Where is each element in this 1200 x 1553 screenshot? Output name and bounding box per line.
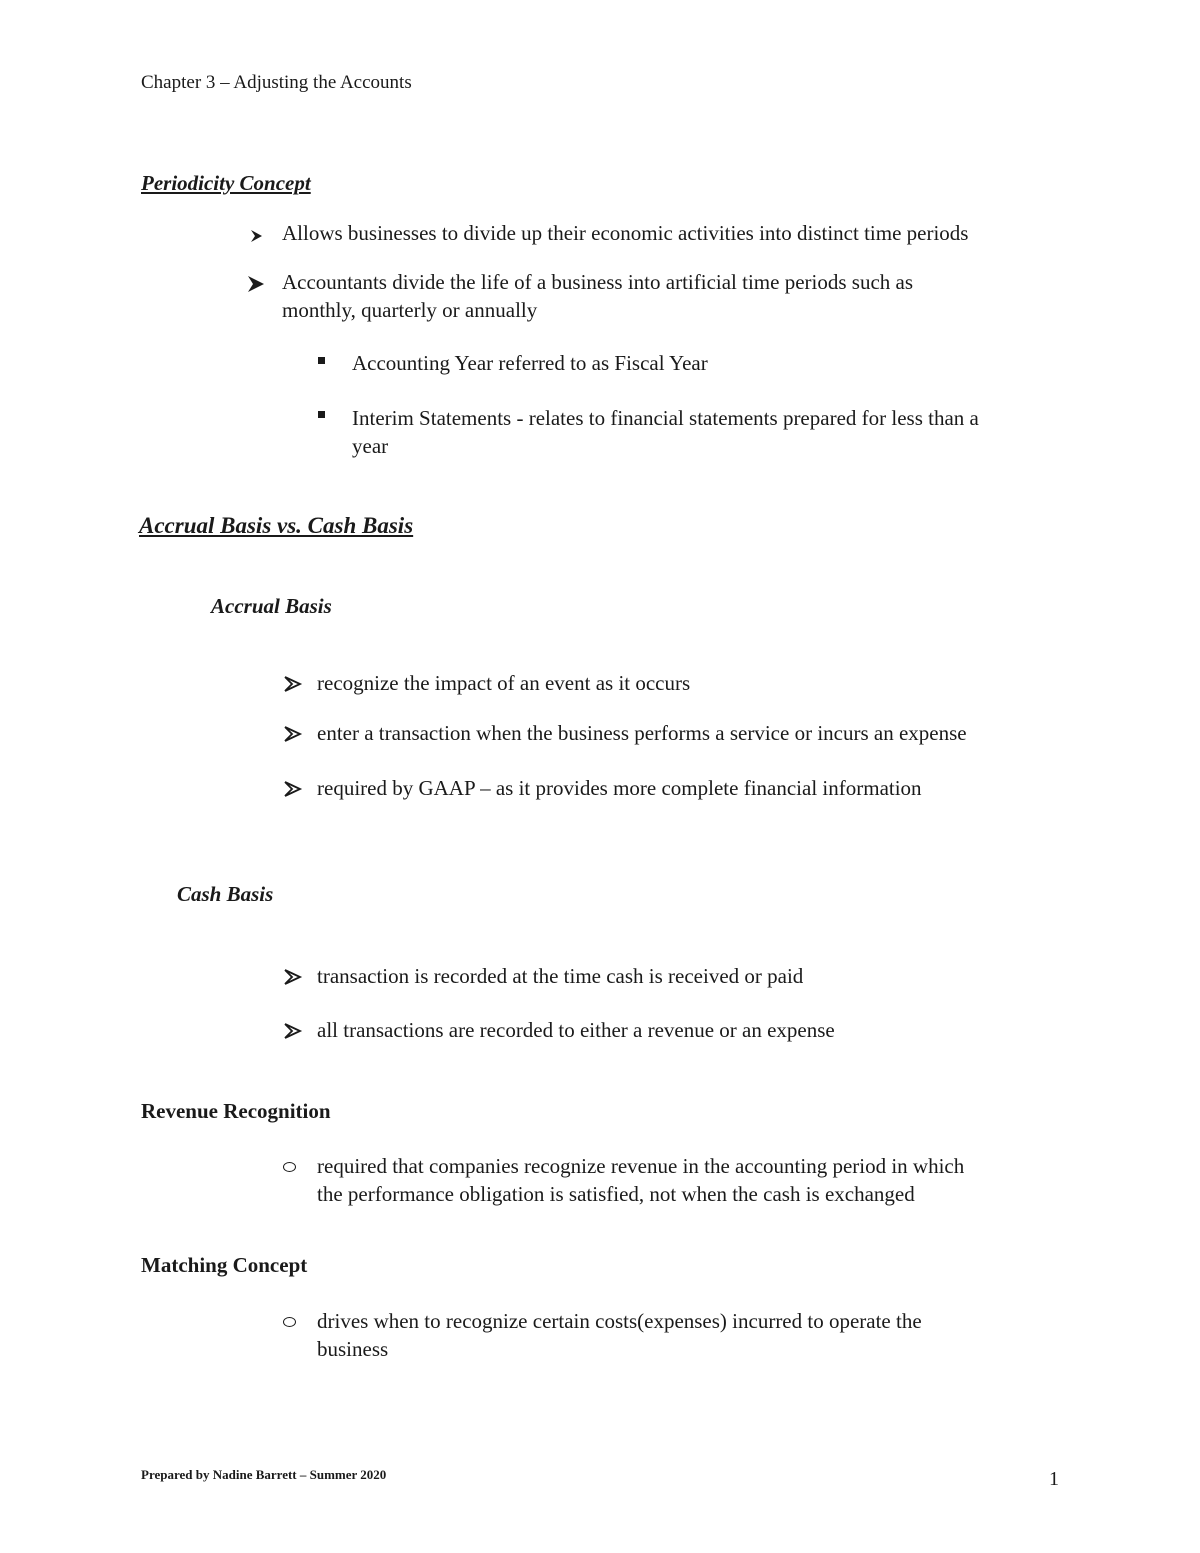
accrual-basis-heading: Accrual Basis [211, 594, 332, 618]
footer-prepared-by: Prepared by Nadine Barrett – Summer 2020 [141, 1467, 387, 1482]
circle-bullet-icon [283, 1162, 296, 1172]
cash-item-2: all transactions are recorded to either a revenue or an expense [317, 1018, 835, 1042]
accrual-vs-cash-heading: Accrual Basis vs. Cash Basis [139, 513, 414, 538]
matching-line-2: business [317, 1337, 389, 1361]
arrow-bullet-icon [283, 724, 303, 744]
periodicity-sub-1: Accounting Year referred to as Fiscal Year [352, 351, 708, 375]
arrow-bullet-icon [283, 674, 303, 694]
periodicity-heading: Periodicity Concept [141, 171, 311, 195]
periodicity-bullet-2-line-1: Accountants divide the life of a business into artificial time periods such as [282, 270, 914, 294]
periodicity-sub-2-line-2: year [352, 434, 389, 458]
matching-concept-heading: Matching Concept [141, 1253, 308, 1277]
cash-item-1: transaction is recorded at the time cash is received or paid [317, 964, 804, 988]
matching-line-1: drives when to recognize certain costs(expenses) incurred to operate the [317, 1309, 922, 1333]
arrow-bullet-icon [283, 967, 303, 987]
arrow-bullet-icon [246, 274, 266, 294]
revenue-recognition-line-1: required that companies recognize revenue in the accounting period in which [317, 1154, 965, 1178]
arrow-bullet-icon [283, 779, 303, 799]
accrual-item-2: enter a transaction when the business performs a service or incurs an expense [317, 721, 967, 745]
revenue-recognition-line-2: the performance obligation is satisfied, not when the cash is exchanged [317, 1182, 915, 1206]
periodicity-bullet-2-line-2: monthly, quarterly or annually [282, 298, 538, 322]
revenue-recognition-heading: Revenue Recognition [141, 1099, 331, 1123]
periodicity-sub-2-line-1: Interim Statements - relates to financial statements prepared for less than a [352, 406, 979, 430]
page-number: 1 [1049, 1468, 1059, 1490]
arrow-bullet-icon [248, 226, 268, 246]
accrual-item-1: recognize the impact of an event as it occurs [317, 671, 691, 695]
square-bullet-icon [318, 357, 325, 364]
arrow-bullet-icon [283, 1021, 303, 1041]
periodicity-bullet-1: Allows businesses to divide up their economic activities into distinct time periods [282, 221, 969, 245]
square-bullet-icon [318, 411, 325, 418]
chapter-header: Chapter 3 – Adjusting the Accounts [141, 72, 412, 93]
cash-basis-heading: Cash Basis [177, 882, 274, 906]
accrual-item-3: required by GAAP – as it provides more complete financial information [317, 776, 922, 800]
circle-bullet-icon [283, 1317, 296, 1327]
